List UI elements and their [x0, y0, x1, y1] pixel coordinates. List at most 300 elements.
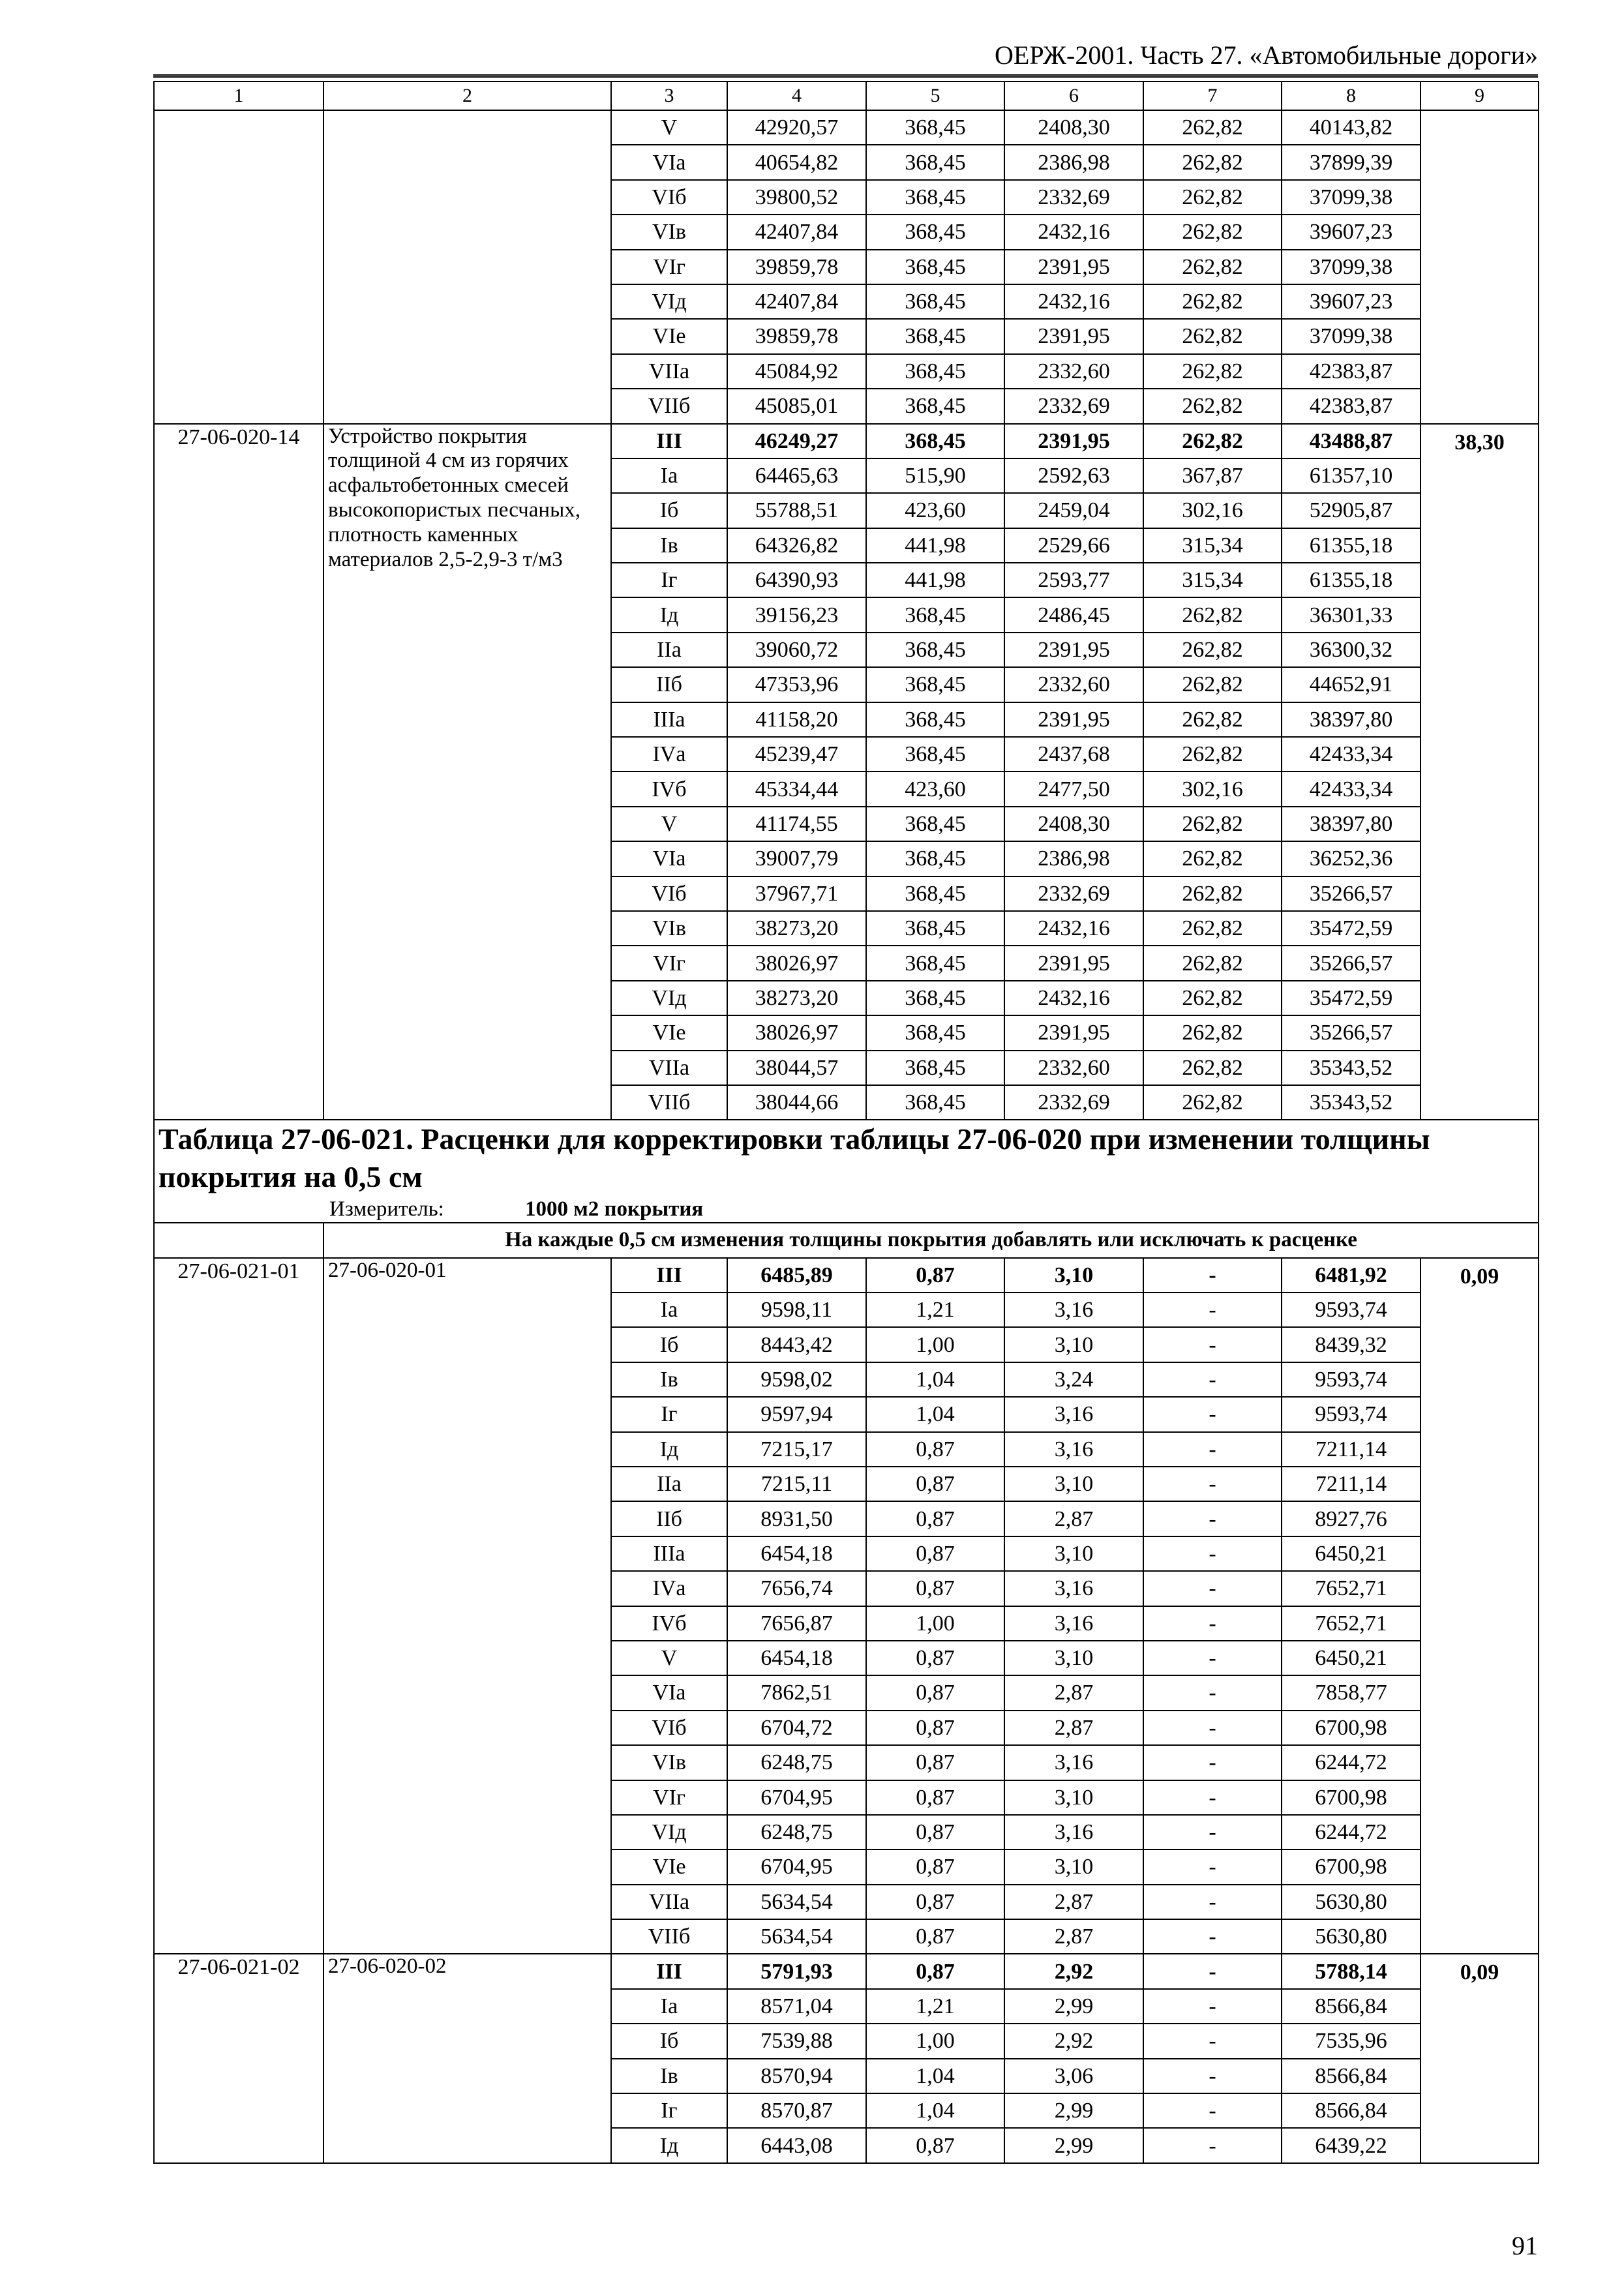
value-cell: 0,87	[866, 1258, 1004, 1293]
value-cell: 262,82	[1143, 981, 1282, 1015]
zone-code: VIд	[611, 981, 727, 1015]
value-cell: -	[1143, 2093, 1282, 2128]
table-row	[154, 424, 1539, 458]
zone-code: Iб	[611, 2024, 727, 2058]
value-cell: 0,87	[866, 1675, 1004, 1710]
value-cell: 262,82	[1143, 737, 1282, 771]
value-cell: 3,10	[1004, 1536, 1143, 1571]
zone-code: IIб	[611, 1501, 727, 1536]
value-cell: 35472,59	[1282, 981, 1421, 1015]
value-cell: 1,04	[866, 1362, 1004, 1397]
value-cell: 35266,57	[1282, 1015, 1421, 1050]
value-cell: 7539,88	[727, 2024, 866, 2058]
value-cell: 39607,23	[1282, 215, 1421, 249]
value-cell: 0,87	[866, 2128, 1004, 2162]
value-cell: 368,45	[866, 702, 1004, 737]
column-number-row	[154, 82, 1539, 110]
value-cell: 2,92	[1004, 2024, 1143, 2058]
value-cell: 38273,20	[727, 911, 866, 946]
rate-description: Устройство покрытия толщиной 4 см из горячих асфальтобетонных смесей высокопористых песчаных, плотность каменных материалов 2,5-2,9-3 т/м3	[323, 424, 611, 1120]
value-cell: 3,16	[1004, 1745, 1143, 1780]
value-cell: 2386,98	[1004, 841, 1143, 876]
value-cell: 1,21	[866, 1293, 1004, 1327]
value-cell: 315,34	[1143, 528, 1282, 563]
zone-code: IVб	[611, 771, 727, 806]
zone-code: VIг	[611, 946, 727, 980]
value-cell: 262,82	[1143, 354, 1282, 389]
column-number: 8	[1282, 82, 1421, 110]
value-cell: 6454,18	[727, 1536, 866, 1571]
value-cell: 3,16	[1004, 1815, 1143, 1849]
value-cell: 7858,77	[1282, 1675, 1421, 1710]
value-cell: 64465,63	[727, 458, 866, 493]
value-cell: 5634,54	[727, 1919, 866, 1954]
value-cell: 368,45	[866, 1051, 1004, 1085]
value-cell: 368,45	[866, 284, 1004, 319]
rate-description: 27-06-020-02	[323, 1954, 611, 2162]
value-cell: 38273,20	[727, 981, 866, 1015]
note-row	[154, 1223, 1539, 1257]
zone-code: VIд	[611, 284, 727, 319]
value-cell: 262,82	[1143, 319, 1282, 353]
rate-code	[154, 110, 323, 424]
value-cell: 1,04	[866, 1397, 1004, 1431]
value-cell: 5634,54	[727, 1885, 866, 1919]
value-cell: -	[1143, 1849, 1282, 1884]
value-cell: -	[1143, 1919, 1282, 1954]
value-cell: 2437,68	[1004, 737, 1143, 771]
value-cell: 368,45	[866, 145, 1004, 179]
zone-code: VIIа	[611, 1885, 727, 1919]
value-cell: 3,10	[1004, 1467, 1143, 1501]
value-cell: 35343,52	[1282, 1085, 1421, 1120]
value-cell: 262,82	[1143, 284, 1282, 319]
value-cell: 7656,74	[727, 1571, 866, 1606]
value-cell: -	[1143, 2128, 1282, 2162]
value-cell: -	[1143, 1397, 1282, 1431]
zone-code: VIе	[611, 1015, 727, 1050]
value-cell: 8571,04	[727, 1989, 866, 2024]
zone-code: Iа	[611, 1293, 727, 1327]
value-cell: 262,82	[1143, 180, 1282, 215]
value-cell: -	[1143, 1780, 1282, 1815]
value-cell: 39607,23	[1282, 284, 1421, 319]
column-number: 5	[866, 82, 1004, 110]
section-note: На каждые 0,5 см изменения толщины покрытия добавлять или исключать к расценке	[323, 1223, 1539, 1257]
value-cell: 7211,14	[1282, 1432, 1421, 1467]
value-cell: 368,45	[866, 354, 1004, 389]
value-cell: 7862,51	[727, 1675, 866, 1710]
zone-code: Iг	[611, 2093, 727, 2128]
value-cell: 37967,71	[727, 876, 866, 911]
value-cell: 262,82	[1143, 911, 1282, 946]
value-cell: 6439,22	[1282, 2128, 1421, 2162]
value-cell: 0,87	[866, 1885, 1004, 1919]
value-cell: 368,45	[866, 424, 1004, 458]
value-cell: 0,87	[866, 1849, 1004, 1884]
zone-code: Iд	[611, 597, 727, 632]
value-cell: 1,00	[866, 2024, 1004, 2058]
value-cell: 35266,57	[1282, 946, 1421, 980]
value-cell: 7652,71	[1282, 1571, 1421, 1606]
value-cell: 262,82	[1143, 389, 1282, 423]
value-cell: 2432,16	[1004, 215, 1143, 249]
value-cell: 6244,72	[1282, 1815, 1421, 1849]
value-cell: 36301,33	[1282, 597, 1421, 632]
value-cell: 1,04	[866, 2093, 1004, 2128]
value-cell: 45084,92	[727, 354, 866, 389]
value-cell: -	[1143, 1258, 1282, 1293]
zone-code: VIIб	[611, 389, 727, 423]
value-cell: 3,24	[1004, 1362, 1143, 1397]
zone-code: VIв	[611, 215, 727, 249]
value-cell: 52905,87	[1282, 493, 1421, 528]
value-cell: 6450,21	[1282, 1536, 1421, 1571]
value-cell: 8443,42	[727, 1327, 866, 1362]
value-cell: 441,98	[866, 528, 1004, 563]
zone-code: VIд	[611, 1815, 727, 1849]
zone-code: Iв	[611, 528, 727, 563]
rates-table-body	[154, 82, 1539, 2163]
value-cell: 35472,59	[1282, 911, 1421, 946]
value-cell: 2391,95	[1004, 319, 1143, 353]
value-cell: 2486,45	[1004, 597, 1143, 632]
value-cell: -	[1143, 1327, 1282, 1362]
value-cell: -	[1143, 2059, 1282, 2093]
value-cell: 40654,82	[727, 145, 866, 179]
value-cell: 8570,87	[727, 2093, 866, 2128]
zone-code: VIIб	[611, 1085, 727, 1120]
value-cell: 368,45	[866, 1015, 1004, 1050]
value-cell: 39800,52	[727, 180, 866, 215]
value-cell: 2391,95	[1004, 633, 1143, 667]
value-cell: 42920,57	[727, 110, 866, 145]
value-cell: 302,16	[1143, 493, 1282, 528]
value-cell: 367,87	[1143, 458, 1282, 493]
value-cell: 0,87	[866, 1711, 1004, 1745]
value-cell: 2477,50	[1004, 771, 1143, 806]
zone-code: IIб	[611, 667, 727, 702]
value-cell: 9593,74	[1282, 1362, 1421, 1397]
value-cell: 41158,20	[727, 702, 866, 737]
value-cell: 42383,87	[1282, 354, 1421, 389]
zone-code: V	[611, 1641, 727, 1675]
value-cell: 3,16	[1004, 1293, 1143, 1327]
value-cell: 9593,74	[1282, 1397, 1421, 1431]
value-cell: 35266,57	[1282, 876, 1421, 911]
labor-cost: 0,09	[1421, 1258, 1539, 1954]
zone-code: VIIа	[611, 1051, 727, 1085]
value-cell: 8570,94	[727, 2059, 866, 2093]
zone-code: IVа	[611, 737, 727, 771]
rate-code: 27-06-021-01	[154, 1258, 323, 1954]
value-cell: -	[1143, 1467, 1282, 1501]
value-cell: 6248,75	[727, 1745, 866, 1780]
value-cell: 6248,75	[727, 1815, 866, 1849]
value-cell: 0,87	[866, 1432, 1004, 1467]
value-cell: 368,45	[866, 180, 1004, 215]
zone-code: Iа	[611, 458, 727, 493]
value-cell: 2593,77	[1004, 563, 1143, 597]
value-cell: 262,82	[1143, 633, 1282, 667]
value-cell: 2391,95	[1004, 424, 1143, 458]
value-cell: 0,87	[866, 1467, 1004, 1501]
value-cell: 36252,36	[1282, 841, 1421, 876]
value-cell: 38044,57	[727, 1051, 866, 1085]
value-cell: -	[1143, 1675, 1282, 1710]
value-cell: 45239,47	[727, 737, 866, 771]
value-cell: -	[1143, 1711, 1282, 1745]
value-cell: 39156,23	[727, 597, 866, 632]
value-cell: 37099,38	[1282, 250, 1421, 284]
value-cell: 423,60	[866, 771, 1004, 806]
section-header	[154, 1120, 1539, 1223]
value-cell: -	[1143, 1536, 1282, 1571]
value-cell: 6443,08	[727, 2128, 866, 2162]
section-title: Таблица 27-06-021. Расценки для корректировки таблицы 27-06-020 при изменении толщины покрытия на 0,5 см	[158, 1122, 1430, 1194]
table-row	[154, 110, 1539, 145]
value-cell: 8439,32	[1282, 1327, 1421, 1362]
value-cell: 2,87	[1004, 1711, 1143, 1745]
value-cell: 368,45	[866, 876, 1004, 911]
value-cell: 2332,60	[1004, 354, 1143, 389]
zone-code: VIа	[611, 145, 727, 179]
labor-cost: 0,09	[1421, 1954, 1539, 2162]
value-cell: 262,82	[1143, 1051, 1282, 1085]
zone-code: Iв	[611, 1362, 727, 1397]
value-cell: 37099,38	[1282, 180, 1421, 215]
table-row	[154, 1954, 1539, 1988]
value-cell: 2432,16	[1004, 911, 1143, 946]
zone-code: III	[611, 1954, 727, 1988]
zone-code: VIв	[611, 911, 727, 946]
value-cell: 2386,98	[1004, 145, 1143, 179]
value-cell: 3,10	[1004, 1641, 1143, 1675]
value-cell: 1,00	[866, 1327, 1004, 1362]
value-cell: 262,82	[1143, 667, 1282, 702]
zone-code: V	[611, 807, 727, 841]
value-cell: 7535,96	[1282, 2024, 1421, 2058]
zone-code: III	[611, 1258, 727, 1293]
value-cell: 0,87	[866, 1815, 1004, 1849]
zone-code: VIг	[611, 250, 727, 284]
value-cell: 368,45	[866, 911, 1004, 946]
value-cell: 2,87	[1004, 1675, 1143, 1710]
value-cell: 2332,60	[1004, 667, 1143, 702]
value-cell: 42407,84	[727, 215, 866, 249]
value-cell: 262,82	[1143, 424, 1282, 458]
value-cell: -	[1143, 1989, 1282, 2024]
value-cell: 6481,92	[1282, 1258, 1421, 1293]
value-cell: 37099,38	[1282, 319, 1421, 353]
value-cell: 1,21	[866, 1989, 1004, 2024]
value-cell: 8566,84	[1282, 2093, 1421, 2128]
value-cell: 368,45	[866, 215, 1004, 249]
zone-code: IIIа	[611, 702, 727, 737]
value-cell: 0,87	[866, 1954, 1004, 1988]
zone-code: IIа	[611, 633, 727, 667]
zone-code: VIа	[611, 1675, 727, 1710]
value-cell: 2,92	[1004, 1954, 1143, 1988]
value-cell: 2,99	[1004, 2128, 1143, 2162]
value-cell: 45085,01	[727, 389, 866, 423]
value-cell: -	[1143, 1571, 1282, 1606]
value-cell: 5791,93	[727, 1954, 866, 1988]
value-cell: -	[1143, 1641, 1282, 1675]
value-cell: 6704,72	[727, 1711, 866, 1745]
value-cell: 8931,50	[727, 1501, 866, 1536]
value-cell: 6704,95	[727, 1780, 866, 1815]
column-number: 9	[1421, 82, 1539, 110]
value-cell: 47353,96	[727, 667, 866, 702]
rate-description	[323, 110, 611, 424]
value-cell: -	[1143, 1885, 1282, 1919]
value-cell: 9597,94	[727, 1397, 866, 1431]
value-cell: 262,82	[1143, 215, 1282, 249]
value-cell: 6704,95	[727, 1849, 866, 1884]
value-cell: 2408,30	[1004, 807, 1143, 841]
value-cell: 2,87	[1004, 1919, 1143, 1954]
value-cell: 0,87	[866, 1919, 1004, 1954]
value-cell: 262,82	[1143, 145, 1282, 179]
value-cell: 7215,17	[727, 1432, 866, 1467]
zone-code: IVа	[611, 1571, 727, 1606]
value-cell: 8566,84	[1282, 1989, 1421, 2024]
value-cell: 43488,87	[1282, 424, 1421, 458]
value-cell: 3,16	[1004, 1397, 1143, 1431]
value-cell: 302,16	[1143, 771, 1282, 806]
value-cell: 262,82	[1143, 110, 1282, 145]
value-cell: 368,45	[866, 389, 1004, 423]
table-row	[154, 1258, 1539, 1293]
value-cell: 40143,82	[1282, 110, 1421, 145]
value-cell: -	[1143, 1501, 1282, 1536]
zone-code: IIа	[611, 1467, 727, 1501]
value-cell: 368,45	[866, 737, 1004, 771]
value-cell: -	[1143, 1432, 1282, 1467]
value-cell: 262,82	[1143, 841, 1282, 876]
value-cell: 5630,80	[1282, 1885, 1421, 1919]
value-cell: 1,04	[866, 2059, 1004, 2093]
value-cell: 42433,34	[1282, 737, 1421, 771]
value-cell: 9598,02	[727, 1362, 866, 1397]
value-cell: 6700,98	[1282, 1711, 1421, 1745]
value-cell: 37899,39	[1282, 145, 1421, 179]
value-cell: 262,82	[1143, 946, 1282, 980]
value-cell: 61355,18	[1282, 563, 1421, 597]
zone-code: Iб	[611, 1327, 727, 1362]
value-cell: 39859,78	[727, 250, 866, 284]
zone-code: Iв	[611, 2059, 727, 2093]
value-cell: 38026,97	[727, 946, 866, 980]
value-cell: 2,87	[1004, 1501, 1143, 1536]
page-number: 91	[1512, 2231, 1538, 2260]
value-cell: 9598,11	[727, 1293, 866, 1327]
zone-code: VIв	[611, 1745, 727, 1780]
value-cell: 2332,69	[1004, 389, 1143, 423]
zone-code: Iг	[611, 1397, 727, 1431]
value-cell: 41174,55	[727, 807, 866, 841]
rate-description: 27-06-020-01	[323, 1258, 611, 1954]
column-number: 7	[1143, 82, 1282, 110]
zone-code: IVб	[611, 1606, 727, 1641]
value-cell: 38397,80	[1282, 807, 1421, 841]
value-cell: 3,10	[1004, 1258, 1143, 1293]
value-cell: 2432,16	[1004, 981, 1143, 1015]
value-cell: -	[1143, 1362, 1282, 1397]
value-cell: 368,45	[866, 597, 1004, 632]
measure-line	[158, 1197, 1534, 1222]
value-cell: 5630,80	[1282, 1919, 1421, 1954]
value-cell: 0,87	[866, 1780, 1004, 1815]
value-cell: 8927,76	[1282, 1501, 1421, 1536]
value-cell: 315,34	[1143, 563, 1282, 597]
rates-table	[153, 81, 1539, 2164]
column-number: 2	[323, 82, 611, 110]
value-cell: 2391,95	[1004, 250, 1143, 284]
zone-code: VIIб	[611, 1919, 727, 1954]
value-cell: 6700,98	[1282, 1780, 1421, 1815]
column-number: 6	[1004, 82, 1143, 110]
value-cell: 61357,10	[1282, 458, 1421, 493]
value-cell: 515,90	[866, 458, 1004, 493]
value-cell: 9593,74	[1282, 1293, 1421, 1327]
value-cell: 44652,91	[1282, 667, 1421, 702]
value-cell: 368,45	[866, 946, 1004, 980]
value-cell: 3,10	[1004, 1327, 1143, 1362]
value-cell: 262,82	[1143, 1085, 1282, 1120]
value-cell: 42383,87	[1282, 389, 1421, 423]
value-cell: 64390,93	[727, 563, 866, 597]
value-cell: 368,45	[866, 250, 1004, 284]
running-header: ОЕРЖ-2001. Часть 27. «Автомобильные дороги»	[153, 37, 1538, 78]
zone-code: V	[611, 110, 727, 145]
measure-value: 1000 м2 покрытия	[525, 1197, 704, 1221]
value-cell: 2332,60	[1004, 1051, 1143, 1085]
value-cell: 262,82	[1143, 807, 1282, 841]
rate-code: 27-06-020-14	[154, 424, 323, 1120]
zone-code: VIб	[611, 180, 727, 215]
value-cell: 0,87	[866, 1536, 1004, 1571]
value-cell: 368,45	[866, 319, 1004, 353]
value-cell: 3,06	[1004, 2059, 1143, 2093]
value-cell: 8566,84	[1282, 2059, 1421, 2093]
value-cell: 45334,44	[727, 771, 866, 806]
value-cell: 368,45	[866, 667, 1004, 702]
value-cell: 42407,84	[727, 284, 866, 319]
value-cell: 441,98	[866, 563, 1004, 597]
value-cell: 2592,63	[1004, 458, 1143, 493]
column-number: 3	[611, 82, 727, 110]
zone-code: VIIа	[611, 354, 727, 389]
value-cell: 0,87	[866, 1641, 1004, 1675]
labor-cost	[1421, 110, 1539, 424]
zone-code: Iд	[611, 1432, 727, 1467]
labor-cost: 38,30	[1421, 424, 1539, 1120]
value-cell: 64326,82	[727, 528, 866, 563]
value-cell: 6700,98	[1282, 1849, 1421, 1884]
zone-code: Iа	[611, 1989, 727, 2024]
value-cell: 3,16	[1004, 1571, 1143, 1606]
zone-code: VIг	[611, 1780, 727, 1815]
value-cell: 368,45	[866, 841, 1004, 876]
value-cell: 6485,89	[727, 1258, 866, 1293]
value-cell: 2332,69	[1004, 876, 1143, 911]
value-cell: -	[1143, 1606, 1282, 1641]
value-cell: 39060,72	[727, 633, 866, 667]
section-row	[154, 1120, 1539, 1223]
value-cell: 262,82	[1143, 597, 1282, 632]
